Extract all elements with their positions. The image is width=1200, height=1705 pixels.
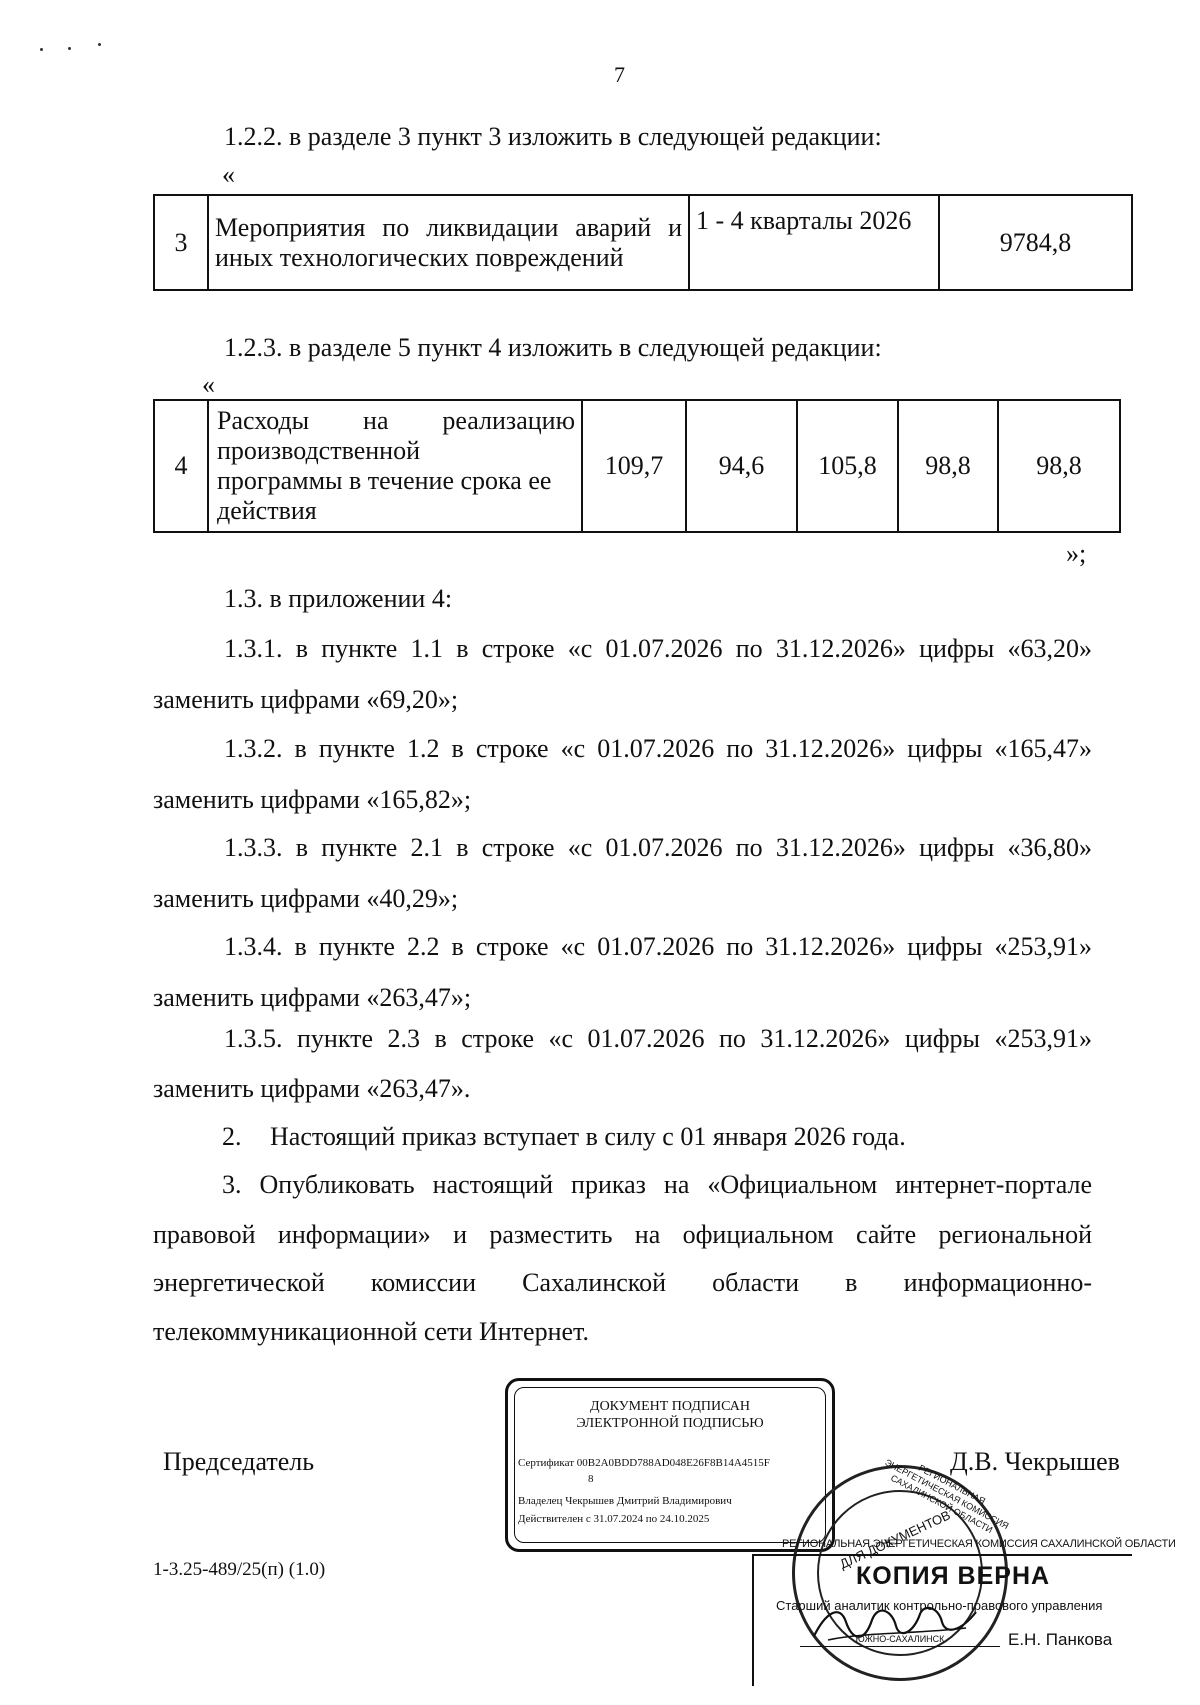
row-period: 1 - 4 кварталы 2026 xyxy=(689,195,939,290)
copy-stamp-title: КОПИЯ ВЕРНА xyxy=(856,1562,1051,1590)
row-value: 9784,8 xyxy=(939,195,1132,290)
item-134-line1: 1.3.4. в пункте 2.2 в строке «с 01.07.2026 по 31.12.2026» цифры «253,91» xyxy=(224,932,1092,961)
section-123-close-quote: »; xyxy=(1066,539,1087,568)
signature-name: Д.В. Чекрышев xyxy=(950,1447,1120,1476)
item-134-line2: заменить цифрами «263,47»; xyxy=(153,983,472,1012)
row-name-line2: производственной xyxy=(217,436,420,465)
row-name xyxy=(208,400,582,532)
section-123-heading: 1.2.3. в разделе 5 пункт 4 изложить в следующей редакции: xyxy=(224,333,882,362)
section-122-table xyxy=(153,194,1133,291)
item-2-number: 2. xyxy=(222,1122,242,1151)
copy-stamp-left-line xyxy=(752,1554,754,1686)
section-123-open-quote: « xyxy=(202,370,215,399)
item-135-line2: заменить цифрами «263,47». xyxy=(153,1074,471,1103)
item-133-line2: заменить цифрами «40,29»; xyxy=(153,884,459,913)
section-13-heading: 1.3. в приложении 4: xyxy=(224,584,453,613)
item-3-line2: правовой информации» и разместить на официальном сайте региональной xyxy=(153,1220,1092,1249)
value-cell: 105,8 xyxy=(797,400,898,532)
handwritten-signature xyxy=(806,1592,986,1652)
item-132-line1: 1.3.2. в пункте 1.2 в строке «с 01.07.2026 по 31.12.2026» цифры «165,47» xyxy=(224,734,1092,763)
signature-position: Председатель xyxy=(163,1447,315,1476)
item-131-line1: 1.3.1. в пункте 1.1 в строке «с 01.07.2026 по 31.12.2026» цифры «63,20» xyxy=(224,634,1092,663)
value-cell: 109,7 xyxy=(582,400,686,532)
item-3-line1: 3. Опубликовать настоящий приказ на «Официальном интернет-портале xyxy=(222,1170,1092,1199)
row-name-line4: действия xyxy=(217,496,317,525)
row-name-line3: программы в течение срока ее xyxy=(217,466,552,495)
seal-text: РЕГИОНАЛЬНАЯ ЭНЕРГЕТИЧЕСКАЯ КОМИССИЯ САХАЛИНСКОЙ ОБЛАСТИ xyxy=(883,1457,1011,1536)
row-number: 4 xyxy=(154,400,208,532)
seal-bottom-text: ЮЖНО-САХАЛИНСК xyxy=(855,1634,945,1644)
item-135-line1: 1.3.5. пункте 2.3 в строке «с 01.07.2026 по 31.12.2026» цифры «253,91» xyxy=(224,1024,1092,1053)
item-131-line2: заменить цифрами «69,20»; xyxy=(153,685,459,714)
item-3-line4: телекоммуникационной сети Интернет. xyxy=(153,1317,589,1346)
page-number: 7 xyxy=(614,62,625,87)
stamp-certificate: Сертификат 00B2A0BDD788AD048E26F8B14A4515F xyxy=(518,1457,770,1469)
row-name-line2: иных технологических повреждений xyxy=(215,242,624,272)
value-cell: 98,8 xyxy=(998,400,1120,532)
item-132-line2: заменить цифрами «165,82»; xyxy=(153,785,472,814)
row-name-line1: Расходы на реализацию xyxy=(217,406,575,435)
section-122-open-quote: « xyxy=(222,160,235,189)
table-row xyxy=(154,400,1120,532)
section-123-table xyxy=(153,399,1121,533)
value-cell: 94,6 xyxy=(686,400,797,532)
stamp-title1: ДОКУМЕНТ ПОДПИСАН xyxy=(590,1399,750,1414)
copy-stamp-name: Е.Н. Панкова xyxy=(1008,1630,1113,1649)
row-number: 3 xyxy=(154,195,208,290)
item-133-line1: 1.3.3. в пункте 2.1 в строке «с 01.07.2026 по 31.12.2026» цифры «36,80» xyxy=(224,833,1092,862)
value-cell: 98,8 xyxy=(898,400,998,532)
stamp-owner: Владелец Чекрышев Дмитрий Владимирович xyxy=(518,1495,732,1507)
item-3-line3: энергетической комиссии Сахалинской области в информационно- xyxy=(153,1268,1092,1297)
document-code: 1-3.25-489/25(п) (1.0) xyxy=(153,1559,326,1580)
stamp-valid: Действителен с 31.07.2024 по 24.10.2025 xyxy=(518,1513,710,1525)
copy-stamp-position: Старший аналитик контрольно-правового управления xyxy=(776,1598,1103,1613)
copy-stamp-organization: РЕГИОНАЛЬНАЯ ЭНЕРГЕТИЧЕСКАЯ КОМИССИЯ САХАЛИНСКОЙ ОБЛАСТИ xyxy=(782,1538,1176,1550)
stamp-title2: ЭЛЕКТРОННОЙ ПОДПИСЬЮ xyxy=(576,1416,764,1431)
row-name xyxy=(208,195,689,290)
row-name-line1: Мероприятия по ликвидации аварий и xyxy=(215,212,682,242)
section-122-heading: 1.2.2. в разделе 3 пункт 3 изложить в следующей редакции: xyxy=(224,122,882,151)
copy-stamp-line xyxy=(752,1554,1132,1556)
table-row xyxy=(154,195,1132,290)
item-2-text: Настоящий приказ вступает в силу с 01 января 2026 года. xyxy=(270,1122,906,1151)
stamp-certificate-tail: 8 xyxy=(588,1473,594,1485)
seal-center-text: ДЛЯ ДОКУМЕНТОВ xyxy=(837,1507,953,1572)
e-signature-stamp xyxy=(505,1378,835,1552)
